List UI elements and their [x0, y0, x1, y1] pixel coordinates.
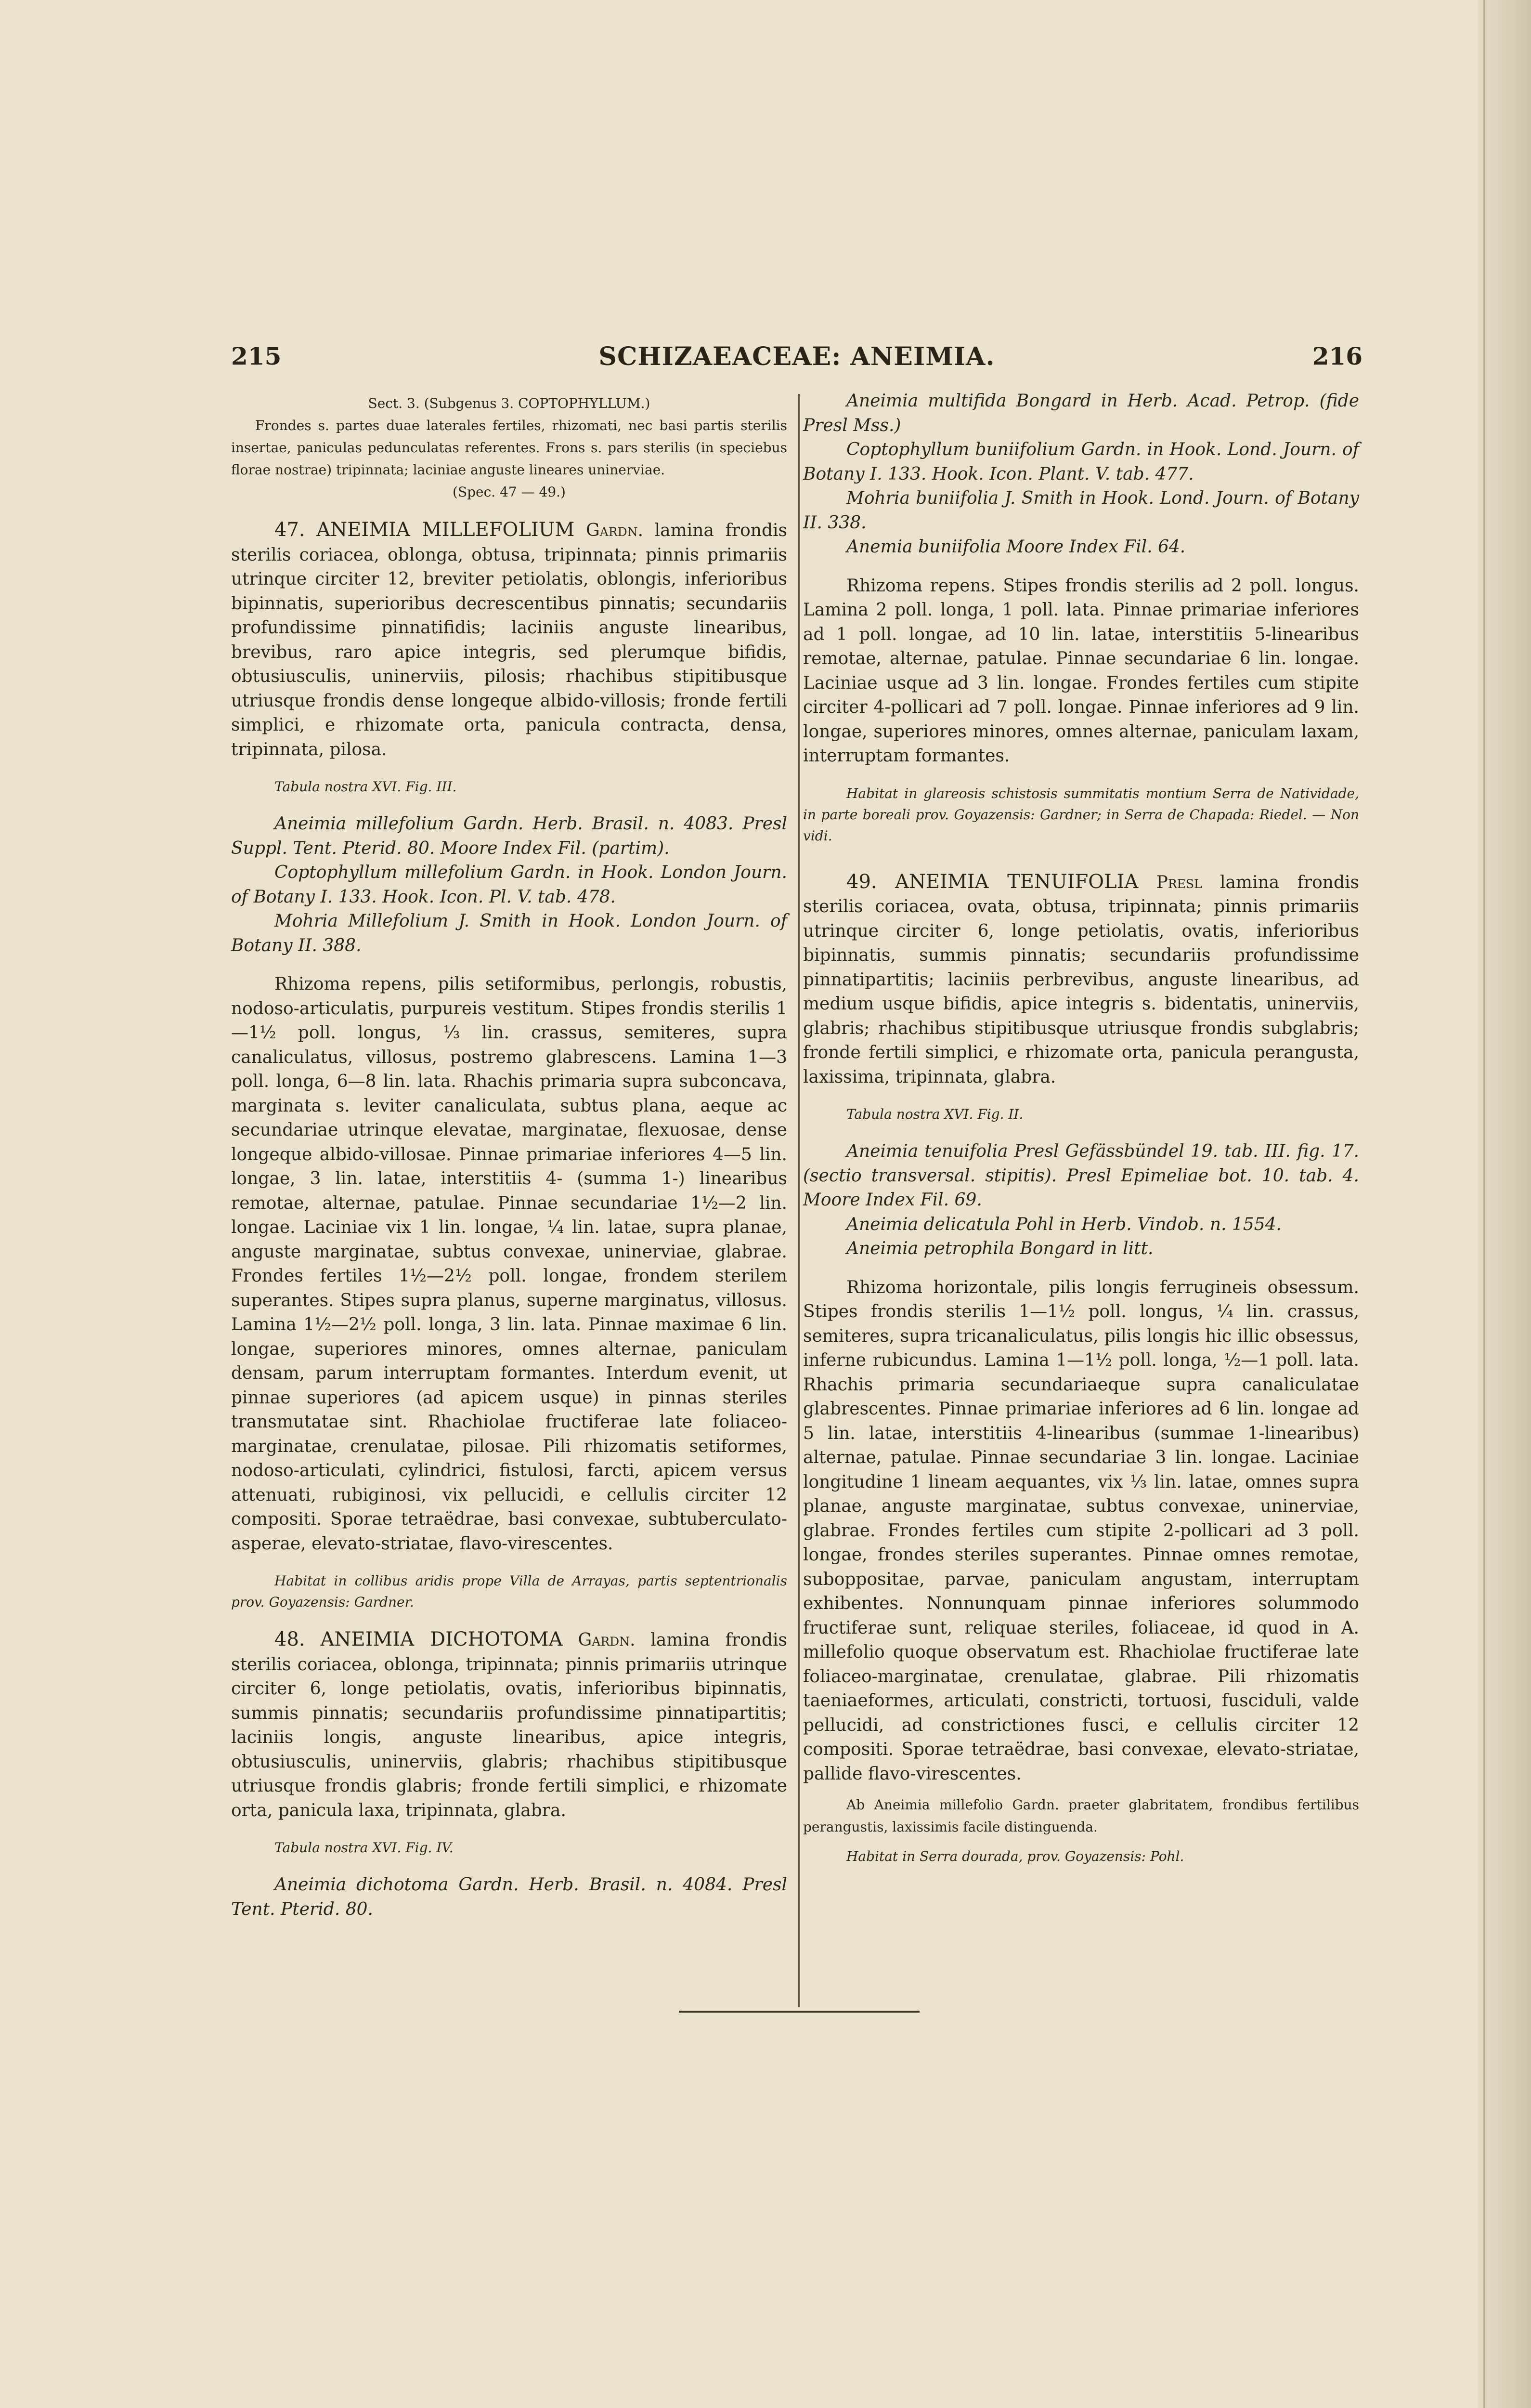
species-49-habitat: Habitat in Serra dourada, prov. Goyazensis: Pohl.	[846, 1848, 1184, 1864]
species-48-synonym-4: Mohria buniifolia J. Smith in Hook. Lond. Journ. of Botany II. 338.	[803, 488, 1359, 533]
species-47-diagnosis: 47. ANEIMIA MILLEFOLIUM Gardn. lamina frondis sterilis coriacea, oblonga, obtusa, tripinnata; pinnis primariis utrinque circiter 12, breviter petiolatis, oblongis, inferioribus bipinnatis, superioribus decrescentibus pinnatis; secundariis profundissime pinnatifidis; laciniis anguste linearibus, brevibus, raro apice integris, sed plerumque bifidis, obtusiusculis, uninerviis, pilosis; rhachibus stipitibusque utriusque frondis dense longeque albido-villosis; fronde fertili simplici, e rhizomate orta, panicula contracta, densa, tripinnata, pilosa.	[231, 519, 787, 759]
species-48-synonym-1: Aneimia dichotoma Gardn. Herb. Brasil. n. 4084. Presl Tent. Pterid. 80.	[231, 1875, 787, 1919]
species-47-synonym-3: Mohria Millefolium J. Smith in Hook. London Journ. of Botany II. 388.	[231, 911, 787, 955]
species-48-plate-ref: Tabula nostra XVI. Fig. IV.	[274, 1840, 454, 1856]
section-description: Frondes s. partes duae laterales fertiles, rhizomati, nec basi partis sterilis insertae, paniculas pedunculatas referentes. Frons s. pars sterilis (in speciebus florae nostrae) tripinnata; laciniae anguste lineares uninerviae.	[231, 418, 787, 478]
species-47-synonym-1: Aneimia millefolium Gardn. Herb. Brasil. n. 4083. Presl Suppl. Tent. Pterid. 80. Moore Index Fil. (partim).	[231, 814, 787, 858]
species-48-description: Rhizoma repens. Stipes frondis sterilis ad 2 poll. longus. Lamina 2 poll. longa, 1 poll. lata. Pinnae primariae inferiores ad 1 poll. longae, ad 10 lin. latae, interstitiis 5-linearibus remotae, alternae, patulae. Pinnae secundariae 6 lin. longae. Laciniae usque ad 3 lin. longae. Frondes fertiles cum stipite circiter 4-pollicari ad 7 poll. longae. Pinnae inferiores ad 9 lin. longae, superiores minores, omnes alternae, paniculam laxam, interruptam formantes.	[803, 576, 1359, 766]
page-number-right: 216	[1312, 342, 1362, 370]
species-48-synonym-5: Anemia buniifolia Moore Index Fil. 64.	[846, 537, 1186, 557]
page-edge	[1478, 0, 1531, 2408]
species-49-synonym-2: Aneimia delicatula Pohl in Herb. Vindob. n. 1554.	[846, 1214, 1282, 1234]
species-48-habitat: Habitat in glareosis schistosis summitatis montium Serra de Natividade, in parte boreali prov. Goyazensis: Gardner; in Serra de Chapada: Riedel. — Non vidi.	[803, 785, 1359, 844]
right-column	[803, 389, 1359, 1867]
species-47-habitat: Habitat in collibus aridis prope Villa de Arrayas, partis septentrionalis prov. Goyazensis: Gardner.	[231, 1573, 787, 1610]
binding-line	[1483, 0, 1485, 2408]
species-47-synonym-2: Coptophyllum millefolium Gardn. in Hook. London Journ. of Botany I. 133. Hook. Icon. Pl. V. tab. 478.	[231, 863, 787, 907]
species-49-diagnosis: 49. ANEIMIA TENUIFOLIA Presl lamina frondis sterilis coriacea, ovata, obtusa, tripinnata; pinnis primariis utrinque circiter 6, longe petiolatis, ovatis, inferioribus bipinnatis, summis pinnatis; secundariis profundissime pinnatipartitis; laciniis perbrevibus, anguste linearibus, ad medium usque bifidis, apice integris s. bidentatis, uninerviis, glabris; rhachibus stipitibusque utriusque frondis subglabris; fronde fertili simplici, e rhizomate orta, panicula perangusta, laxissima, tripinnata, glabra.	[803, 870, 1359, 1087]
species-49-plate-ref: Tabula nostra XVI. Fig. II.	[846, 1106, 1024, 1122]
species-49-synonym-3: Aneimia petrophila Bongard in litt.	[846, 1239, 1154, 1258]
section-species-range: (Spec. 47 — 49.)	[453, 484, 566, 500]
species-48-synonym-3: Coptophyllum buniifolium Gardn. in Hook. Lond. Journ. of Botany I. 133. Hook. Icon. Plant. V. tab. 477.	[803, 440, 1359, 484]
species-49-description: Rhizoma horizontale, pilis longis ferrugineis obsessum. Stipes frondis sterilis 1—1½ poll. longus, ¼ lin. crassus, semiteres, supra tricanaliculatus, pilis longis hic illic obsessus, inferne rubicundus. Lamina 1—1½ poll. longa, ½—1 poll. lata. Rhachis primaria secundariaeque supra canaliculatae glabrescentes. Pinnae primariae inferiores ad 6 lin. longae ad 5 lin. latae, interstitiis 4-linearibus (summae 1-linearibus) alternae, patulae. Pinnae secundariae 3 lin. longae. Laciniae longitudine 1 lineam aequantes, vix ⅓ lin. latae, omnes supra planae, anguste marginatae, subtus convexae, uninerviae, glabrae. Frondes fertiles cum stipite 2-pollicari ad 3 poll. longae, frondes steriles superantes. Pinnae omnes remotae, suboppositae, parvae, paniculam angustam, interruptam exhibentes. Nonnunquam pinnae inferiores solummodo fructiferae sunt, reliquae steriles, foliaceae, id quod in A. millefolio quoque observatum est. Rhachiolae fructiferae late foliaceo-marginatae, crenulatae, glabrae. Pili rhizomatis taeniaeformes, articulati, constricti, tortuosi, fusciduli, valde pellucidi, ad constrictiones fusci, e cellulis circiter 12 compositi. Sporae tetraëdrae, basi convexae, elevato-striatae, pallide flavo-virescentes.	[803, 1277, 1359, 1784]
column-divider	[798, 394, 800, 2007]
page-number-left: 215	[231, 342, 282, 370]
left-column	[231, 393, 787, 1922]
species-49-synonym-1: Aneimia tenuifolia Presl Gefässbündel 19. tab. III. fig. 17. (sectio transversal. stipitis). Presl Epimeliae bot. 10. tab. 4. Moore Index Fil. 69.	[803, 1141, 1359, 1210]
section-title: Sect. 3. (Subgenus 3. COPTOPHYLLUM.)	[368, 395, 650, 411]
running-title: SCHIZAEACEAE: ANEIMIA.	[598, 342, 995, 371]
species-48-synonym-2: Aneimia multifida Bongard in Herb. Acad. Petrop. (fide Presl Mss.)	[803, 391, 1359, 435]
species-47-description: Rhizoma repens, pilis setiformibus, perlongis, robustis, nodoso-articulatis, purpureis vestitum. Stipes frondis sterilis 1—1½ poll. longus, ⅓ lin. crassus, semiteres, supra canaliculatus, villosus, postremo glabrescens. Lamina 1—3 poll. longa, 6—8 lin. lata. Rhachis primaria supra subconcava, marginata s. leviter canaliculata, subtus plana, aeque ac secundariae utrinque elevatae, marginatae, flexuosae, dense longeque albido-villosae. Pinnae primariae inferiores 4—5 lin. longae, 3 lin. latae, interstitiis 4- (summa 1-) linearibus remotae, alternae, patulae. Pinnae secundariae 1½—2 lin. longae. Laciniae vix 1 lin. longae, ¼ lin. latae, supra planae, anguste marginatae, subtus convexae, uninerviae, glabrae. Frondes fertiles 1½—2½ poll. longae, frondem sterilem superantes. Stipes supra planus, superne marginatus, villosus. Lamina 1½—2½ poll. longa, 3 lin. lata. Pinnae maximae 6 lin. longae, superiores minores, omnes alternae, paniculam densam, parum interruptam formantes. Interdum evenit, ut pinnae superiores (ad apicem usque) in pinnas steriles transmutatae sint. Rhachiolae fructiferae late foliaceo-marginatae, crenulatae, pilosae. Pili rhizomatis setiformes, nodoso-articulati, cylindrici, fistulosi, farcti, apicem versus attenuati, rubiginosi, vix pellucidi, e cellulis circiter 12 compositi. Sporae tetraëdrae, basi convexae, subtuberculato-asperae, elevato-striatae, flavo-virescentes.	[231, 974, 787, 1554]
bottom-rule	[679, 2011, 920, 2013]
species-49-note: Ab Aneimia millefolio Gardn. praeter glabritatem, frondibus fertilibus perangustis, laxissimis facile distinguenda.	[803, 1797, 1359, 1835]
species-48-diagnosis: 48. ANEIMIA DICHOTOMA Gardn. lamina frondis sterilis coriacea, oblonga, tripinnata; pinnis primariis utrinque circiter 6, longe petiolatis, ovatis, inferioribus bipinnatis, summis pinnatis; secundariis profundissime pinnatipartitis; laciniis longis, anguste linearibus, apice integris, obtusiusculis, uninerviis, glabris; rhachibus stipitibusque utriusque frondis glabris; fronde fertili simplici, e rhizomate orta, panicula laxa, tripinnata, glabra.	[231, 1628, 787, 1820]
species-47-plate-ref: Tabula nostra XVI. Fig. III.	[274, 779, 457, 795]
running-header	[231, 337, 1362, 376]
